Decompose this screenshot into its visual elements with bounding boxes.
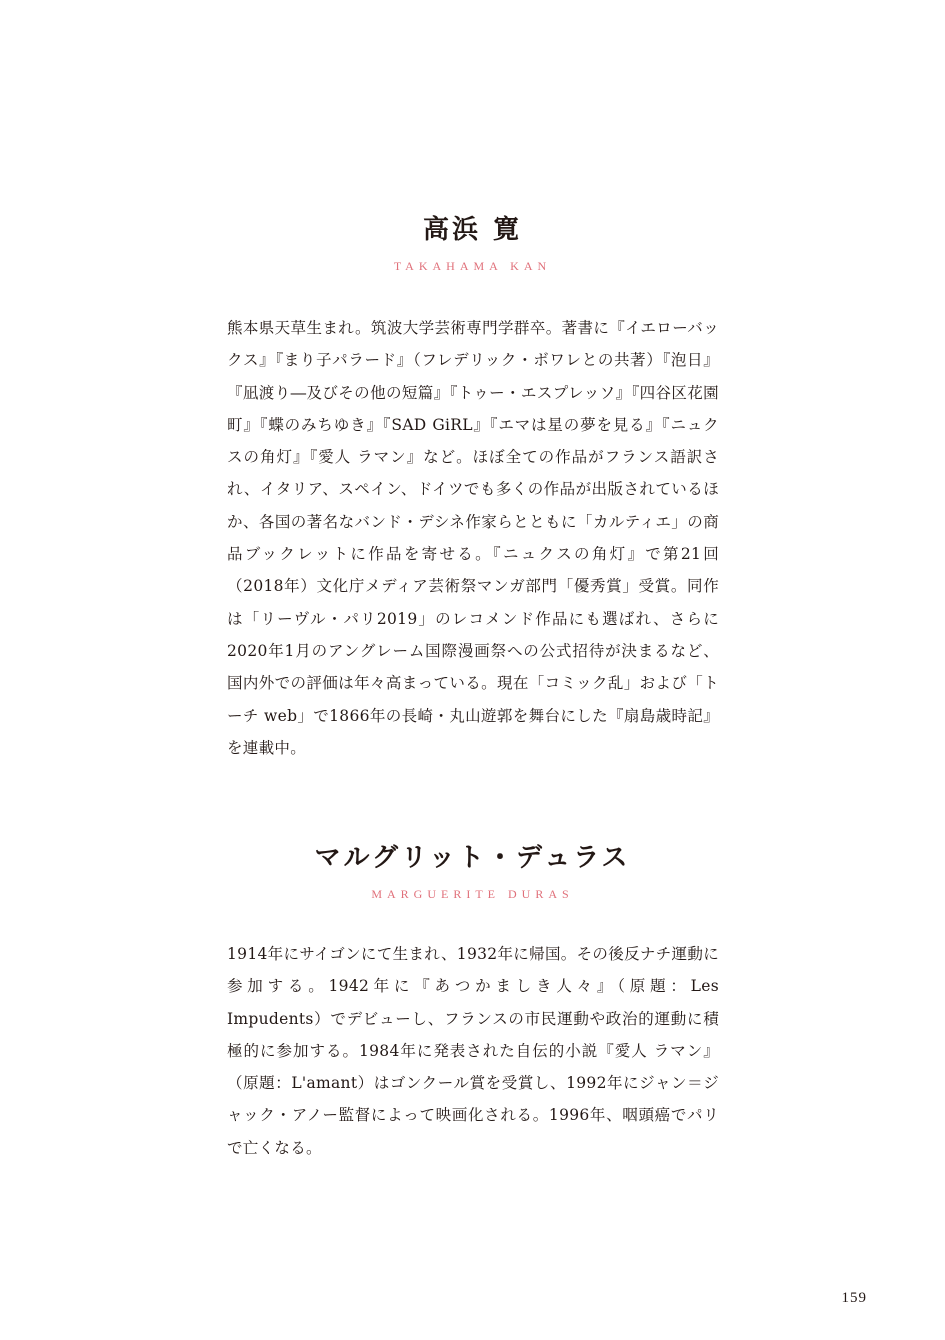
author-biography-text: 熊本県天草生まれ。筑波大学芸術専門学群卒。著書に『イエローバックス』『まり子パラード』（フレデリック・ボワレとの共著）『泡日』『凪渡り―及びその他の短篇』『トゥー・エスプレッソ』『四谷区花園町』『蝶のみちゆき』『SAD GiRL』『エマは星の夢を見る』『ニュクスの角灯』『愛人 ラマン』など。ほぼ全ての作品がフランス語訳され、イタリア、スペイン、ドイツでも多くの作品が出版されているほか、各国の著名なバンド・デシネ作家らとともに「カルティエ」の商品ブックレットに作品を寄せる。『ニュクスの角灯』で第21回（2018年）文化庁メディア芸術祭マンガ部門「優秀賞」受賞。同作は「リーヴル・パリ2019」のレコメンド作品にも選ばれ、さらに2020年1月のアングレーム国際漫画祭への公式招待が決まるなど、国内外での評価は年々高まっている。現在「コミック乱」および「トーチ web」で1866年の長崎・丸山遊郭を舞台にした『扇島歳時記』を連載中。: [227, 319, 719, 757]
author-name-english: TAKAHAMA KAN: [393, 259, 552, 273]
author-biography-text: 1914年にサイゴンにて生まれ、1932年に帰国。その後反ナチ運動に参加する。1942年に『あつかましき人々』（原題：Les Impudents）でデビューし、フランスの市民運動や政治的運動に積極的に参加する。1984年に発表された自伝的小説『愛人 ラマン』（原題：L'amant）はゴンクール賞を受賞し、1992年にジャン＝ジャック・アノー監督によって映画化される。1996年、咽頭癌でパリで亡くなる。: [227, 945, 719, 1157]
author-bio-duras: [0, 838, 945, 1157]
author-name-english: MARGUERITE DURAS: [371, 887, 574, 901]
author-bio-takahama: [0, 210, 945, 757]
page-number: 159: [841, 1290, 867, 1306]
author-name-japanese: 高浜 寛: [422, 215, 523, 245]
author-name-japanese: マルグリット・デュラス: [314, 843, 631, 873]
